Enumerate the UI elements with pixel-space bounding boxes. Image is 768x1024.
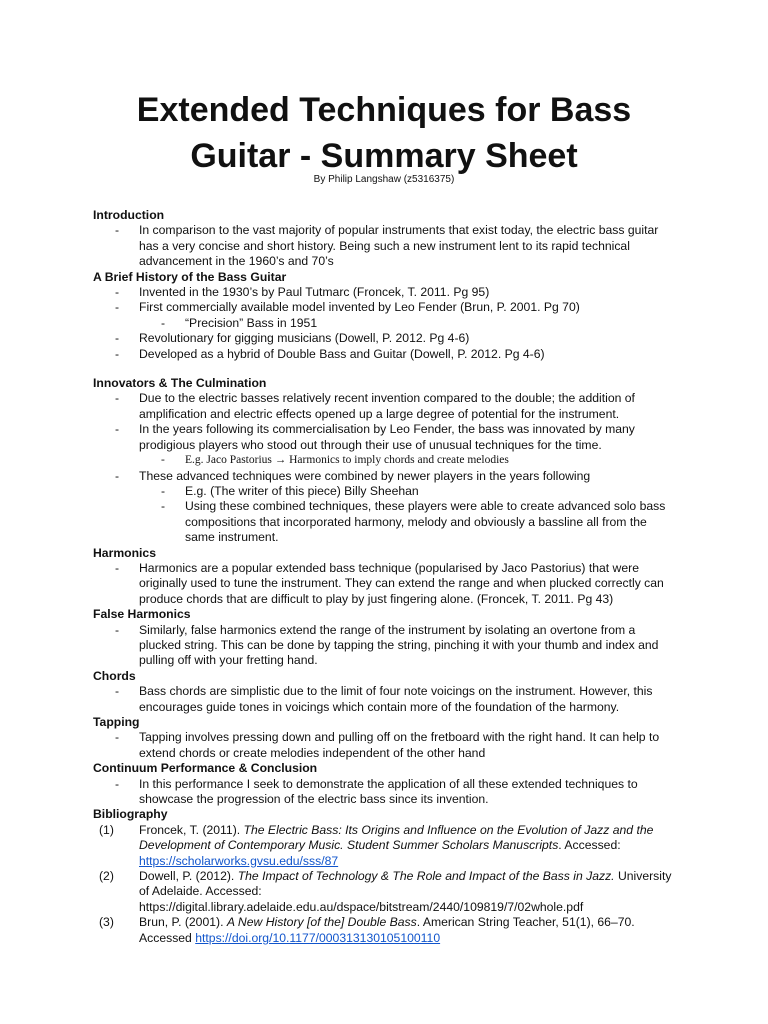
reference-detail: University of Adelaide. Accessed: https://digital.library.adelaide.edu.au/dspace/bitstream/2440/109819/7/02whole.pdf	[139, 869, 672, 914]
harmonics-item-1: Harmonics are a popular extended bass technique (popularised by Jaco Pastorius) that were originally used to tune the instrument. They can extend the range and when plucked correctly can produce chords that are difficult to play by just fingering alone. (Froncek, T. 2011. Pg 43)	[139, 560, 664, 606]
list-item	[93, 347, 673, 362]
bibliography-entry	[93, 869, 673, 915]
history-item-2-sub: “Precision” Bass in 1951	[185, 315, 318, 330]
reference-number: (2)	[99, 869, 114, 884]
bullet-dash: -	[115, 391, 120, 406]
heading-history: A Brief History of the Bass Guitar	[93, 269, 287, 284]
bullet-dash: -	[115, 468, 120, 483]
list-item	[93, 422, 673, 453]
bibliography-entry	[93, 823, 673, 869]
list-item	[93, 285, 673, 300]
reference-detail: . American String Teacher, 51(1), 66–70. Accessed	[139, 915, 635, 945]
bullet-dash: -	[161, 315, 166, 330]
bullet-dash: -	[115, 776, 120, 791]
list-item	[93, 300, 673, 315]
list-subitem	[93, 499, 673, 545]
list-item	[93, 777, 673, 808]
reference-title: A New History [of the] Double Bass	[226, 915, 417, 930]
bibliography-entry	[93, 915, 673, 946]
bullet-dash: -	[161, 499, 166, 514]
reference-number: (1)	[99, 822, 114, 837]
bullet-dash: -	[161, 454, 165, 467]
heading-bibliography: Bibliography	[93, 807, 168, 822]
heading-innovators: Innovators & The Culmination	[93, 376, 267, 391]
bullet-dash: -	[115, 560, 120, 575]
list-subitem	[93, 316, 673, 331]
list-subitem	[93, 453, 673, 468]
reference-number: (3)	[99, 915, 114, 930]
list-item	[93, 469, 673, 484]
bullet-dash: -	[115, 346, 120, 361]
intro-text: In comparison to the vast majority of popular instruments that exist today, the electric bass guitar has a very concise and short history. Being such a new instrument lent to its rapid technical advancement in the 1960’s and 70’s	[139, 223, 659, 269]
innovators-item-3: These advanced techniques were combined by newer players in the years following	[139, 468, 591, 483]
section-gap	[93, 362, 673, 376]
title-line-2: Guitar - Summary Sheet	[190, 137, 578, 175]
heading-harmonics: Harmonics	[93, 545, 156, 560]
bullet-dash: -	[115, 300, 120, 315]
list-item	[93, 684, 673, 715]
heading-introduction: Introduction	[93, 208, 165, 222]
history-item-2: First commercially available model invented by Leo Fender (Brun, P. 2001. Pg 70)	[139, 300, 580, 315]
heading-chords: Chords	[93, 668, 136, 683]
list-item	[93, 391, 673, 422]
innovators-item-3-sub-1: E.g. (The writer of this piece) Billy Sheehan	[185, 483, 419, 498]
list-item	[93, 223, 673, 269]
list-item	[93, 623, 673, 669]
innovators-item-3-sub-2: Using these combined techniques, these players were able to create advanced solo bass compositions that incorporated harmony, melody and obviously a bassline all from the same instrument.	[185, 499, 666, 545]
author-byline: By Philip Langshaw (z5316375)	[313, 174, 455, 185]
list-item	[93, 730, 673, 761]
reference-link[interactable]: https://doi.org/10.1177/000313130105100110	[195, 930, 441, 945]
bullet-dash: -	[115, 730, 120, 745]
continuum-item-1: In this performance I seek to demonstrate the application of all these extended techniques to showcase the progression of the electric bass since its invention.	[139, 776, 638, 807]
title-line-1: Extended Techniques for Bass	[136, 91, 632, 129]
document-title	[0, 87, 768, 179]
reference-title: The Electric Bass: Its Origins and Influence on the Evolution of Jazz and the Development of Contemporary Music. Student Summer Scholars Manuscripts	[139, 822, 654, 853]
bullet-dash: -	[115, 684, 120, 699]
innovators-item-2-sub: E.g. Jaco Pastorius → Harmonics to imply chords and create melodies	[185, 454, 509, 467]
heading-false-harmonics: False Harmonics	[93, 607, 191, 622]
bullet-dash: -	[161, 483, 166, 498]
heading-tapping: Tapping	[93, 715, 140, 729]
history-item-1: Invented in the 1930’s by Paul Tutmarc (Froncek, T. 2011. Pg 95)	[139, 285, 490, 300]
innovators-item-2: In the years following its commercialisation by Leo Fender, the bass was innovated by many prodigious players who stood out through their use of unusual techniques for the time.	[139, 422, 635, 452]
innovators-item-1: Due to the electric basses relatively recent invention compared to the double; the addition of amplification and electric effects opened up a large degree of potential for the instrument.	[139, 391, 635, 421]
list-item	[93, 331, 673, 346]
reference-detail: . Accessed:	[558, 838, 621, 853]
list-subitem	[93, 484, 673, 499]
false-harmonics-item-1: Similarly, false harmonics extend the range of the instrument by isolating an overtone from a plucked string. This can be done by tapping the string, pinching it with your thumb and index and pulling off with your fretting hand.	[139, 622, 659, 668]
reference-title: The Impact of Technology & The Role and Impact of the Bass in Jazz.	[237, 869, 615, 884]
reference-author: Dowell, P. (2012).	[139, 869, 238, 884]
bullet-dash: -	[115, 331, 120, 346]
document-body	[93, 208, 673, 946]
history-item-4: Developed as a hybrid of Double Bass and Guitar (Dowell, P. 2012. Pg 4-6)	[139, 346, 545, 361]
reference-link[interactable]: https://scholarworks.gvsu.edu/sss/87	[139, 853, 339, 868]
reference-author: Froncek, T. (2011).	[139, 822, 244, 837]
bullet-dash: -	[115, 285, 120, 300]
bullet-dash: -	[115, 223, 120, 238]
heading-continuum: Continuum Performance & Conclusion	[93, 761, 318, 776]
reference-author: Brun, P. (2001).	[139, 915, 227, 930]
bullet-dash: -	[115, 622, 120, 637]
tapping-item-1: Tapping involves pressing down and pulling off on the fretboard with the right hand. It can help to extend chords or create melodies independent of the other hand	[139, 730, 660, 760]
list-item	[93, 561, 673, 607]
bullet-dash: -	[115, 422, 120, 437]
chords-item-1: Bass chords are simplistic due to the limit of four note voicings on the instrument. However, this encourages guide tones in voicings which contain more of the foundation of the harmony.	[139, 684, 653, 714]
history-item-3: Revolutionary for gigging musicians (Dowell, P. 2012. Pg 4-6)	[139, 331, 470, 346]
